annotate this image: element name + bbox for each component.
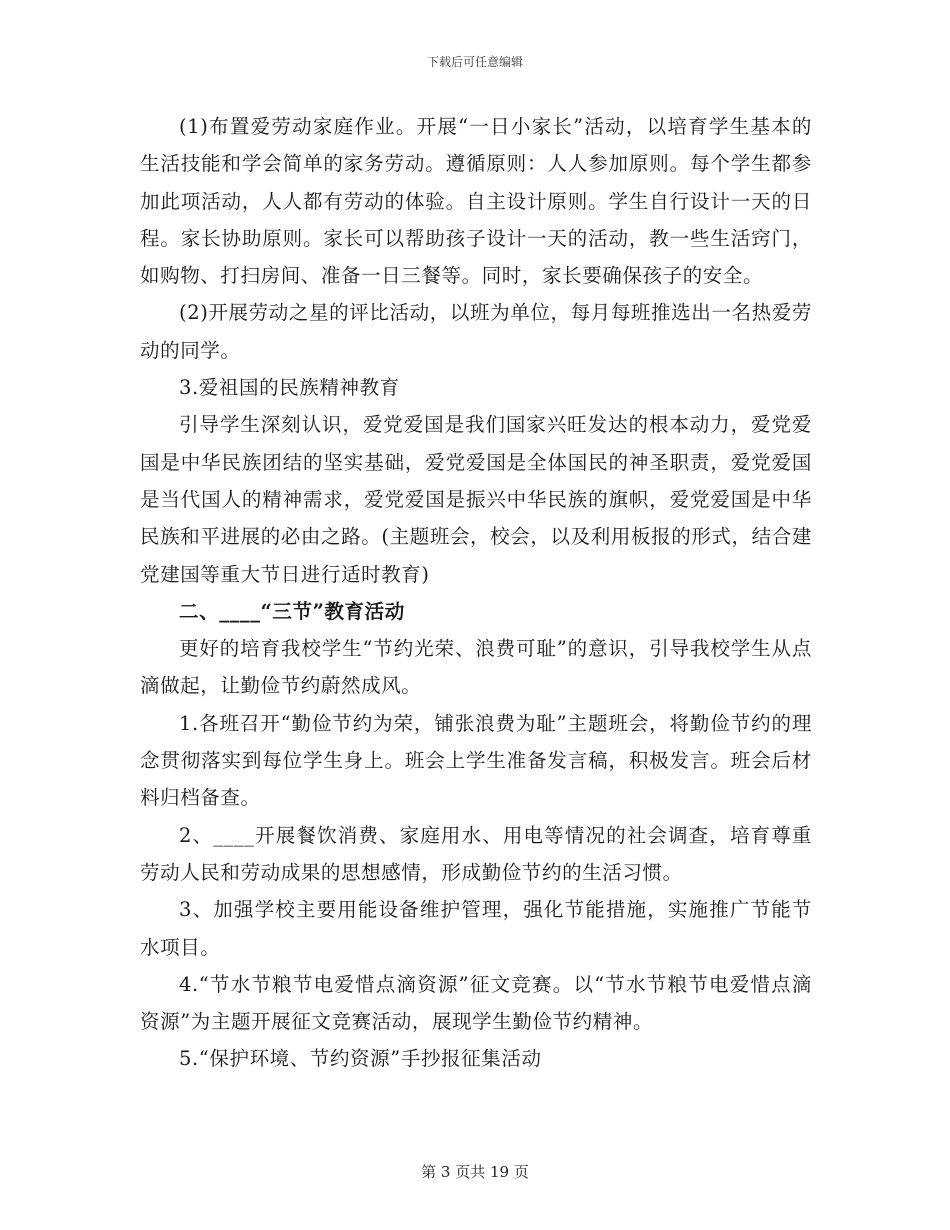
page-footer: 第 3 页共 19 页 [421,1163,529,1181]
paragraph-item-3: 3、加强学校主要用能设备维护管理，强化节能措施，实施推广节能节水项目。 [140,898,812,959]
paragraph-labor-star: (2)开展劳动之星的评比活动，以班为单位，每月每班推选出一名热爱劳动的同学。 [140,301,812,362]
paragraph-patriotism-body: 引导学生深刻认识，爱党爱国是我们国家兴旺发达的根本动力，爱党爱国是中华民族团结的坚实基础，爱党爱国是全体国民的神圣职责，爱党爱国是当代国人的精神需求，爱党爱国是振兴中华民族的旗帜，爱党爱国是中华民族和平进展的必由之路。(主题班会，校会，以及利用板报的形式，结合建党建国等重大节日进行适时教育) [140,413,812,586]
page-header: 下载后可任意编辑 [426,55,523,69]
paragraph-item-4: 4.“节水节粮节电爱惜点滴资源”征文竞赛。以“节水节粮节电爱惜点滴资源”为主题开展征文竞赛活动，展现学生勤俭节约精神。 [140,972,812,1034]
paragraph-item-5: 5.“保护环境、节约资源”手抄报征集活动 [179,1047,542,1071]
paragraph-labor-homework: (1)布置爱劳动家庭作业。开展“一日小家长”活动，以培育学生基本的生活技能和学会简单的家务劳动。遵循原则：人人参加原则。每个学生都参加此项活动，人人都有劳动的体验。自主设计原则。学生自行设计一天的日程。家长协助原则。家长可以帮助孩子设计一天的活动，教一些生活窍门，如购物、打扫房间、准备一日三餐等。同时，家长要确保孩子的安全。 [140,115,812,288]
document-body [140,108,812,1078]
section-heading-three-savings: 二、____“三节”教育活动 [179,599,405,623]
paragraph-item-2: 2、____开展餐饮消费、家庭用水、用电等情况的社会调查，培育尊重劳动人民和劳动成果的思想感情，形成勤俭节约的生活习惯。 [140,823,812,884]
paragraph-item-1: 1.各班召开“勤俭节约为荣，铺张浪费为耻”主题班会，将勤俭节约的理念贯彻落实到每位学生身上。班会上学生准备发言稿，积极发言。班会后材料归档备查。 [140,711,812,810]
paragraph-patriotism-title: 3.爱祖国的民族精神教育 [179,376,400,400]
paragraph-three-savings-intro: 更好的培育我校学生“节约光荣、浪费可耻”的意识，引导我校学生从点滴做起，让勤俭节约蔚然成风。 [140,637,812,698]
